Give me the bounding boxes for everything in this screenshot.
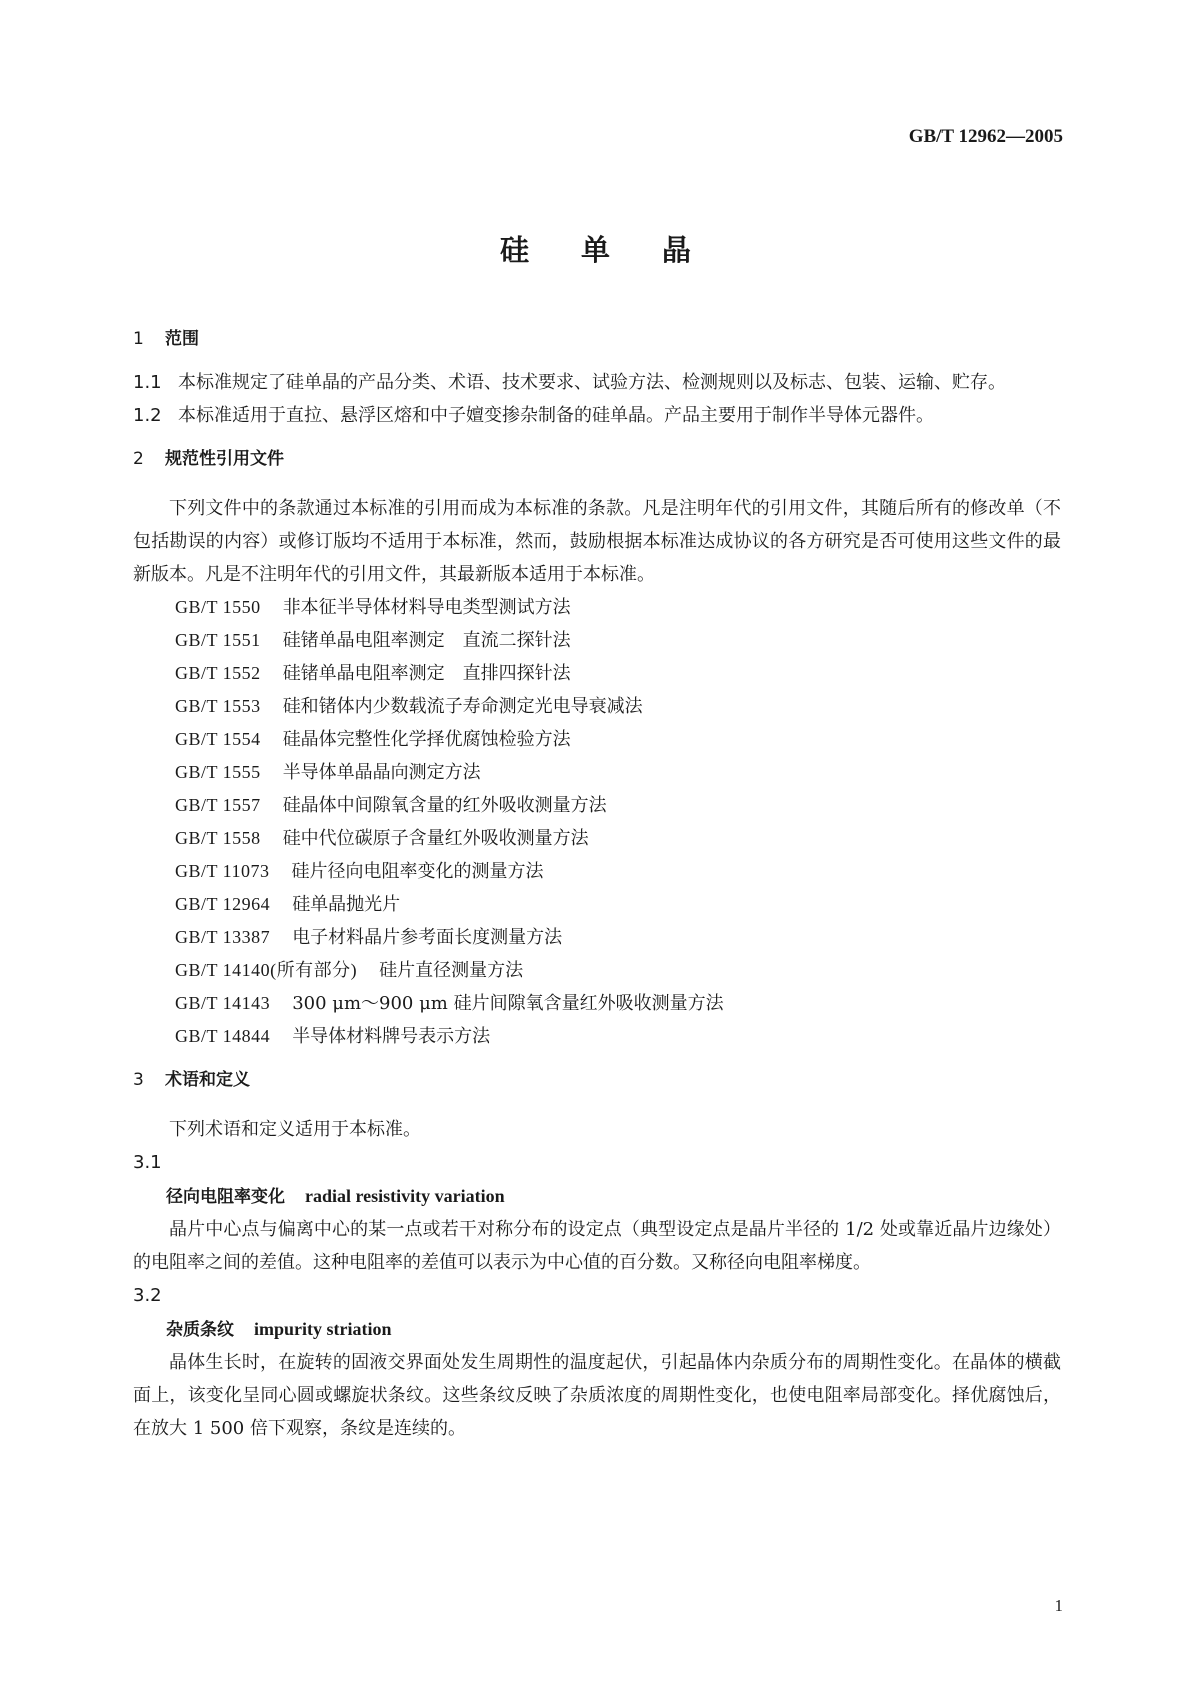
reference-title: 硅片径向电阻率变化的测量方法 (291, 861, 544, 882)
reference-title: 硅中代位碳原子含量红外吸收测量方法 (282, 828, 589, 849)
reference-item (133, 624, 1061, 657)
section-1-heading (133, 322, 1061, 356)
clause-1-1 (133, 366, 1061, 399)
section-2-heading (133, 442, 1061, 476)
section-title: 术语和定义 (165, 1070, 250, 1090)
clause-number: 1.1 (133, 372, 162, 393)
reference-title: 硅和锗体内少数载流子寿命测定光电导衰减法 (282, 696, 643, 717)
section-number: 1 (133, 329, 144, 349)
reference-code: GB/T 1550 (175, 597, 261, 617)
clause-text: 本标准适用于直拉、悬浮区熔和中子嬗变掺杂制备的硅单晶。产品主要用于制作半导体元器件。 (178, 405, 934, 426)
reference-item (133, 855, 1061, 888)
section-title: 规范性引用文件 (165, 449, 284, 469)
reference-item (133, 657, 1061, 690)
terms-intro: 下列术语和定义适用于本标准。 (169, 1119, 421, 1140)
term-english: impurity striation (254, 1319, 392, 1339)
reference-title: 半导体材料牌号表示方法 (292, 1026, 491, 1047)
reference-code: GB/T 1554 (175, 729, 261, 749)
section-number: 3 (133, 1070, 144, 1090)
reference-title: 硅片直径测量方法 (379, 960, 524, 981)
document-title: 硅单晶 (499, 233, 743, 267)
term-chinese: 径向电阻率变化 (166, 1187, 285, 1207)
reference-code: GB/T 1552 (175, 663, 261, 683)
page-number: 1 (1054, 1596, 1063, 1615)
reference-code: GB/T 13387 (175, 927, 271, 947)
reference-title: 电子材料晶片参考面长度测量方法 (292, 927, 563, 948)
reference-code: GB/T 14143 (175, 993, 271, 1013)
reference-item (133, 723, 1061, 756)
reference-item (133, 987, 1061, 1020)
reference-code: GB/T 1557 (175, 795, 261, 815)
clause-1-2 (133, 399, 1061, 432)
document-body (133, 322, 1061, 1445)
reference-code: GB/T 1551 (175, 630, 261, 650)
reference-title: 半导体单晶晶向测定方法 (282, 762, 481, 783)
reference-title: 硅晶体完整性化学择优腐蚀检验方法 (282, 729, 571, 750)
reference-title: 硅锗单晶电阻率测定 直排四探针法 (282, 663, 571, 684)
reference-item (133, 888, 1061, 921)
term-number: 3.1 (133, 1152, 162, 1173)
reference-item (133, 690, 1061, 723)
reference-title: 非本征半导体材料导电类型测试方法 (282, 597, 571, 618)
section-3-heading (133, 1063, 1061, 1097)
term-english: radial resistivity variation (305, 1186, 505, 1206)
section-title: 范围 (165, 329, 199, 349)
term-heading (133, 1312, 1061, 1346)
term-definition: 晶体生长时，在旋转的固液交界面处发生周期性的温度起伏，引起晶体内杂质分布的周期性变化。在晶体的横截面上，该变化呈同心圆或螺旋状条纹。这些条纹反映了杂质浓度的周期性变化，也使电阻率局部变化。择优腐蚀后，在放大 1 500 倍下观察，条纹是连续的。 (133, 1352, 1061, 1439)
reference-title: 硅锗单晶电阻率测定 直流二探针法 (282, 630, 571, 651)
reference-title: 硅单晶抛光片 (292, 894, 401, 915)
reference-title: 硅晶体中间隙氧含量的红外吸收测量方法 (282, 795, 607, 816)
reference-code: GB/T 14844 (175, 1026, 271, 1046)
term-heading (133, 1179, 1061, 1213)
clause-number: 1.2 (133, 405, 162, 426)
reference-list (133, 591, 1061, 1053)
term-definition: 晶片中心点与偏离中心的某一点或若干对称分布的设定点（典型设定点是晶片半径的 1/2 处或靠近晶片边缘处）的电阻率之间的差值。这种电阻率的差值可以表示为中心值的百分数。又称径向电阻率梯度。 (133, 1219, 1061, 1273)
reference-item (133, 1020, 1061, 1053)
reference-code: GB/T 14140(所有部分) (175, 960, 358, 980)
reference-code: GB/T 1553 (175, 696, 261, 716)
reference-item (133, 954, 1061, 987)
reference-code: GB/T 11073 (175, 861, 270, 881)
reference-item (133, 591, 1061, 624)
reference-code: GB/T 1555 (175, 762, 261, 782)
reference-code: GB/T 1558 (175, 828, 261, 848)
reference-item (133, 789, 1061, 822)
standard-code: GB/T 12962—2005 (908, 126, 1063, 147)
reference-item (133, 756, 1061, 789)
term-number: 3.2 (133, 1285, 162, 1306)
clause-text: 本标准规定了硅单晶的产品分类、术语、技术要求、试验方法、检测规则以及标志、包装、运输、贮存。 (178, 372, 1006, 393)
reference-item (133, 921, 1061, 954)
references-intro: 下列文件中的条款通过本标准的引用而成为本标准的条款。凡是注明年代的引用文件，其随后所有的修改单（不包括勘误的内容）或修订版均不适用于本标准，然而，鼓励根据本标准达成协议的各方研究是否可使用这些文件的最新版本。凡是不注明年代的引用文件，其最新版本适用于本标准。 (133, 498, 1061, 585)
section-number: 2 (133, 449, 144, 469)
reference-title: 300 μm～900 μm 硅片间隙氧含量红外吸收测量方法 (292, 993, 724, 1014)
reference-item (133, 822, 1061, 855)
reference-code: GB/T 12964 (175, 894, 271, 914)
term-chinese: 杂质条纹 (166, 1320, 234, 1340)
